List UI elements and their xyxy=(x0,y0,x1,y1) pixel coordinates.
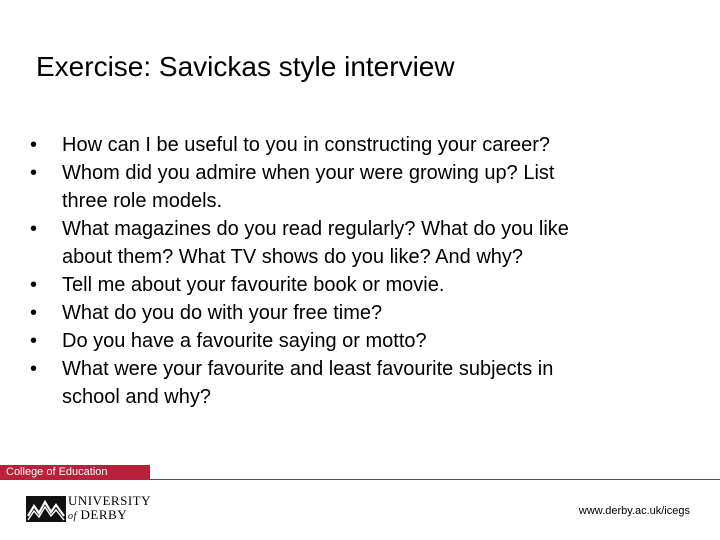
logo-text-derby xyxy=(68,508,127,524)
logo-text-derby-word: DERBY xyxy=(80,507,128,522)
bullet-item xyxy=(28,271,688,299)
bullet-line: three role models. xyxy=(62,190,223,212)
bullet-dot-icon: • xyxy=(30,134,38,156)
bullet-item xyxy=(28,131,688,159)
bullet-line: Do you have a favourite saying or motto? xyxy=(62,330,427,352)
bullet-dot-icon: • xyxy=(30,162,38,184)
bullet-dot-icon: • xyxy=(30,274,38,296)
bullet-line: What magazines do you read regularly? What do you like xyxy=(62,218,569,240)
bullet-item xyxy=(28,299,688,327)
logo-text-of: of xyxy=(68,511,77,522)
slide-title: Exercise: Savickas style interview xyxy=(36,51,455,82)
logo-text-university: UNIVERSITY xyxy=(68,493,151,508)
bullet-line: How can I be useful to you in constructing your career? xyxy=(62,134,551,156)
university-logo xyxy=(26,493,156,525)
university-of-derby-logo-icon xyxy=(26,496,66,522)
footer-url: www.derby.ac.uk/icegs xyxy=(578,505,690,517)
bullet-item xyxy=(28,159,688,215)
college-label-band xyxy=(0,465,150,480)
bullet-item xyxy=(28,327,688,355)
bullet-item xyxy=(28,355,688,411)
bullet-list xyxy=(28,131,688,411)
bullet-dot-icon: • xyxy=(30,302,38,324)
college-label: College of Education xyxy=(6,466,108,478)
footer-divider-line xyxy=(150,479,720,480)
bullet-line: What were your favourite and least favourite subjects in xyxy=(62,358,554,380)
bullet-line: What do you do with your free time? xyxy=(62,302,383,324)
bullet-dot-icon: • xyxy=(30,358,38,380)
bullet-item xyxy=(28,215,688,271)
bullet-dot-icon: • xyxy=(30,218,38,240)
bullet-line: Whom did you admire when your were growing up? List xyxy=(62,162,555,184)
college-bar xyxy=(0,465,720,480)
bullet-line: about them? What TV shows do you like? And why? xyxy=(62,246,524,268)
bullet-line: school and why? xyxy=(62,386,211,408)
bullet-dot-icon: • xyxy=(30,330,38,352)
bullet-line: Tell me about your favourite book or movie. xyxy=(62,274,445,296)
